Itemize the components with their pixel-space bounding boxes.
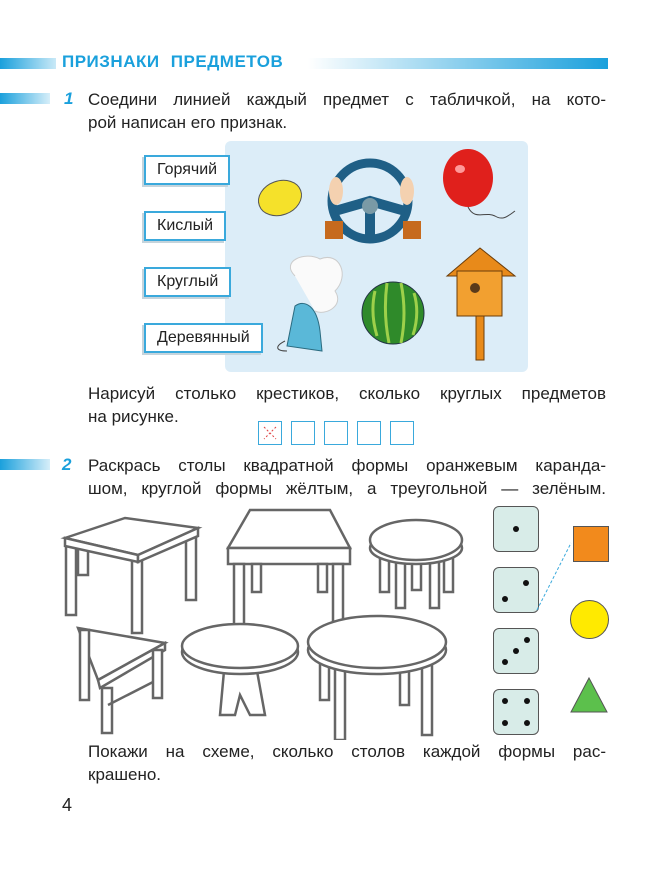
cross-mark-icon [259, 422, 281, 444]
task2-text-line2: шом, круглой формы жёлтым, а треугольной — зелёным. [88, 479, 606, 498]
watermelon-picture [362, 282, 424, 344]
dashed-connector [535, 540, 575, 615]
round-table-3 [308, 616, 446, 740]
title-bar-left [0, 58, 56, 69]
tables-illustration [40, 500, 480, 740]
task2-text-line1: Раскрась столы квадратной формы оранжевым каранда- [88, 456, 606, 475]
pictures-panel [225, 141, 528, 372]
task1-sub-line2: на рисунке. [88, 407, 179, 426]
task2-sub-line1: Покажи на схеме, сколько столов каждой формы рас- [88, 742, 606, 761]
die-two [493, 567, 539, 613]
square-table-2 [228, 510, 350, 629]
task1-text-line2: рой написан его признак. [88, 113, 288, 132]
task2-marker-bar [0, 459, 50, 470]
round-table-1 [370, 520, 462, 608]
green-triangle-shape [569, 676, 609, 714]
task2-sub-line2: крашено. [88, 765, 162, 784]
label-round[interactable]: Круглый [144, 267, 231, 297]
page-number: 4 [62, 795, 73, 815]
label-hot[interactable]: Горячий [144, 155, 230, 185]
triangle-table [78, 628, 165, 733]
birdhouse-picture [447, 248, 515, 360]
square-table-1 [65, 518, 198, 633]
lemon-picture [254, 175, 307, 222]
die-three [493, 628, 539, 674]
task1-number: 1 [64, 89, 74, 108]
round-table-2 [182, 624, 298, 715]
answer-box-4[interactable] [357, 421, 381, 445]
task2-number: 2 [62, 455, 72, 474]
steering-wheel-picture [325, 163, 421, 239]
orange-square-shape [573, 526, 609, 562]
title-bar-right [308, 58, 608, 69]
pictures-illustration [225, 141, 528, 372]
answer-box-1[interactable] [258, 421, 282, 445]
iron-picture [278, 256, 342, 351]
label-sour[interactable]: Кислый [144, 211, 226, 241]
task1-text-line1: Соедини линией каждый предмет с табличкой, на кото- [88, 90, 606, 109]
die-one [493, 506, 539, 552]
yellow-circle-shape [570, 600, 609, 639]
balloon-picture [443, 149, 515, 218]
label-wooden[interactable]: Деревянный [144, 323, 263, 353]
task1-marker-bar [0, 93, 50, 104]
answer-box-3[interactable] [324, 421, 348, 445]
task1-sub-line1: Нарисуй столько крестиков, сколько круглых предметов [88, 384, 606, 403]
answer-box-2[interactable] [291, 421, 315, 445]
die-four [493, 689, 539, 735]
page-title: ПРИЗНАКИ ПРЕДМЕТОВ [62, 52, 284, 71]
answer-box-5[interactable] [390, 421, 414, 445]
